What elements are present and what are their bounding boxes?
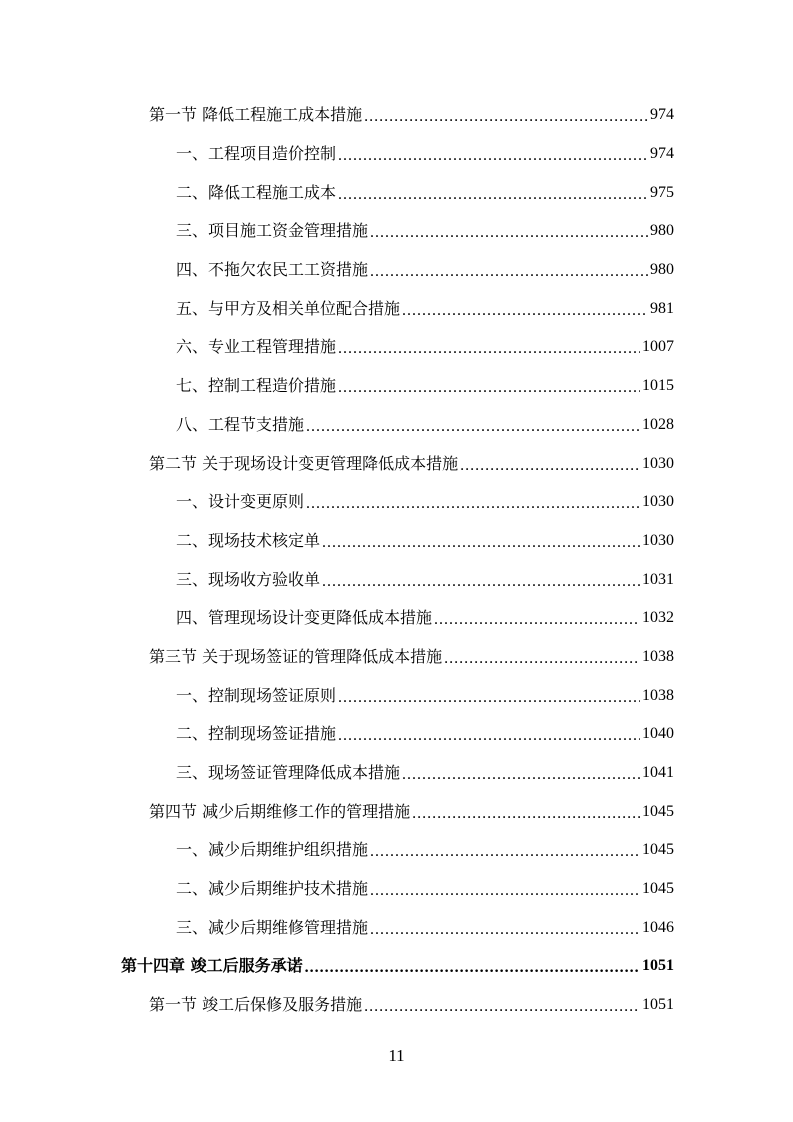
toc-leader-dots — [370, 881, 640, 901]
toc-entry-title: 二、降低工程施工成本 — [176, 182, 337, 202]
toc-leader-dots — [322, 533, 640, 553]
toc-entry[interactable] — [0, 831, 674, 870]
toc-entry-page: 981 — [650, 299, 674, 317]
toc-entry-page: 974 — [650, 145, 674, 163]
toc-entry-page: 1007 — [642, 338, 674, 356]
toc-entry-page: 1030 — [642, 454, 674, 472]
toc-leader-dots — [338, 378, 640, 398]
toc-leader-dots — [306, 494, 640, 514]
toc-leader-dots — [322, 572, 640, 592]
toc-entry-page: 1045 — [642, 841, 674, 859]
toc-entry-page: 974 — [650, 106, 674, 124]
toc-leader-dots — [370, 842, 640, 862]
toc-entry[interactable] — [0, 522, 674, 561]
toc-entry-page: 1040 — [642, 725, 674, 743]
toc-entry-title: 四、管理现场设计变更降低成本措施 — [176, 608, 433, 628]
toc-leader-dots — [370, 920, 640, 940]
toc-entry-title: 六、专业工程管理措施 — [176, 337, 337, 357]
toc-entry-page: 1038 — [642, 647, 674, 665]
toc-leader-dots — [444, 649, 640, 669]
toc-entry-title: 第一节 竣工后保修及服务措施 — [149, 995, 363, 1015]
toc-entry[interactable] — [0, 483, 674, 522]
toc-entry-page: 1030 — [642, 493, 674, 511]
toc-entry-title: 三、项目施工资金管理措施 — [176, 221, 369, 241]
toc-entry-title: 三、减少后期维修管理措施 — [176, 917, 369, 937]
toc-entry[interactable] — [0, 638, 674, 677]
toc-entry-page: 1041 — [642, 764, 674, 782]
toc-leader-dots — [306, 417, 640, 437]
toc-entry-title: 第一节 降低工程施工成本措施 — [149, 105, 363, 125]
toc-leader-dots — [364, 997, 640, 1017]
toc-entry[interactable] — [0, 212, 674, 251]
toc-entry-title: 一、减少后期维护组织措施 — [176, 840, 369, 860]
toc-leader-dots — [338, 185, 648, 205]
toc-entry[interactable] — [0, 676, 674, 715]
toc-entry[interactable] — [0, 328, 674, 367]
toc-entry[interactable] — [0, 986, 674, 1025]
toc-entry[interactable] — [0, 560, 674, 599]
toc-entry-page: 1038 — [642, 686, 674, 704]
toc-entry[interactable] — [0, 754, 674, 793]
toc-entry-title: 五、与甲方及相关单位配合措施 — [176, 298, 401, 318]
toc-leader-dots — [338, 146, 648, 166]
toc-entry-title: 四、不拖欠农民工工资措施 — [176, 260, 369, 280]
toc-entry[interactable] — [0, 870, 674, 909]
toc-leader-dots — [434, 610, 640, 630]
toc-entry-page: 1031 — [642, 570, 674, 588]
toc-entry-title: 二、减少后期维护技术措施 — [176, 879, 369, 899]
toc-entry-title: 三、现场收方验收单 — [176, 569, 321, 589]
toc-entry-chapter[interactable] — [0, 947, 674, 986]
toc-entry-page: 1045 — [642, 880, 674, 898]
toc-leader-dots — [460, 456, 640, 476]
toc-entry-title: 二、控制现场签证措施 — [176, 724, 337, 744]
page-number: 11 — [388, 1046, 405, 1065]
toc-leader-dots — [364, 107, 648, 127]
toc-entry-page: 980 — [650, 261, 674, 279]
toc-entry[interactable] — [0, 96, 674, 135]
toc-entry-page: 1046 — [642, 918, 674, 936]
toc-entry-page: 1045 — [642, 802, 674, 820]
toc-entry-page: 1028 — [642, 415, 674, 433]
toc-entry-page: 975 — [650, 183, 674, 201]
toc-entry-page: 1051 — [642, 996, 674, 1014]
toc-entry-title: 三、现场签证管理降低成本措施 — [176, 763, 401, 783]
toc-entry-title: 第四节 减少后期维修工作的管理措施 — [149, 801, 411, 821]
toc-leader-dots — [305, 958, 640, 978]
toc-entry-page: 1051 — [642, 957, 674, 975]
toc-leader-dots — [402, 765, 640, 785]
toc-entry[interactable] — [0, 792, 674, 831]
toc-entry-title: 七、控制工程造价措施 — [176, 376, 337, 396]
table-of-contents — [0, 96, 793, 1025]
toc-leader-dots — [370, 223, 648, 243]
toc-entry-title: 第三节 关于现场签证的管理降低成本措施 — [149, 646, 443, 666]
toc-entry-title: 一、设计变更原则 — [176, 492, 305, 512]
toc-entry-title: 第二节 关于现场设计变更管理降低成本措施 — [149, 453, 459, 473]
toc-entry[interactable] — [0, 289, 674, 328]
toc-entry[interactable] — [0, 251, 674, 290]
toc-entry[interactable] — [0, 135, 674, 174]
toc-entry[interactable] — [0, 908, 674, 947]
toc-leader-dots — [338, 726, 640, 746]
toc-entry-title: 一、工程项目造价控制 — [176, 144, 337, 164]
toc-leader-dots — [370, 262, 648, 282]
toc-leader-dots — [338, 339, 640, 359]
toc-leader-dots — [402, 301, 648, 321]
toc-entry[interactable] — [0, 406, 674, 445]
toc-entry-title: 第十四章 竣工后服务承诺 — [121, 956, 303, 976]
toc-entry-page: 980 — [650, 222, 674, 240]
toc-entry-title: 八、工程节支措施 — [176, 414, 305, 434]
toc-entry[interactable] — [0, 367, 674, 406]
toc-entry[interactable] — [0, 715, 674, 754]
toc-entry[interactable] — [0, 173, 674, 212]
toc-entry[interactable] — [0, 444, 674, 483]
toc-entry-page: 1015 — [642, 377, 674, 395]
toc-entry-title: 二、现场技术核定单 — [176, 530, 321, 550]
toc-entry-title: 一、控制现场签证原则 — [176, 685, 337, 705]
toc-entry-page: 1030 — [642, 531, 674, 549]
toc-entry[interactable] — [0, 599, 674, 638]
toc-entry-page: 1032 — [642, 609, 674, 627]
toc-leader-dots — [412, 804, 640, 824]
toc-leader-dots — [338, 688, 640, 708]
